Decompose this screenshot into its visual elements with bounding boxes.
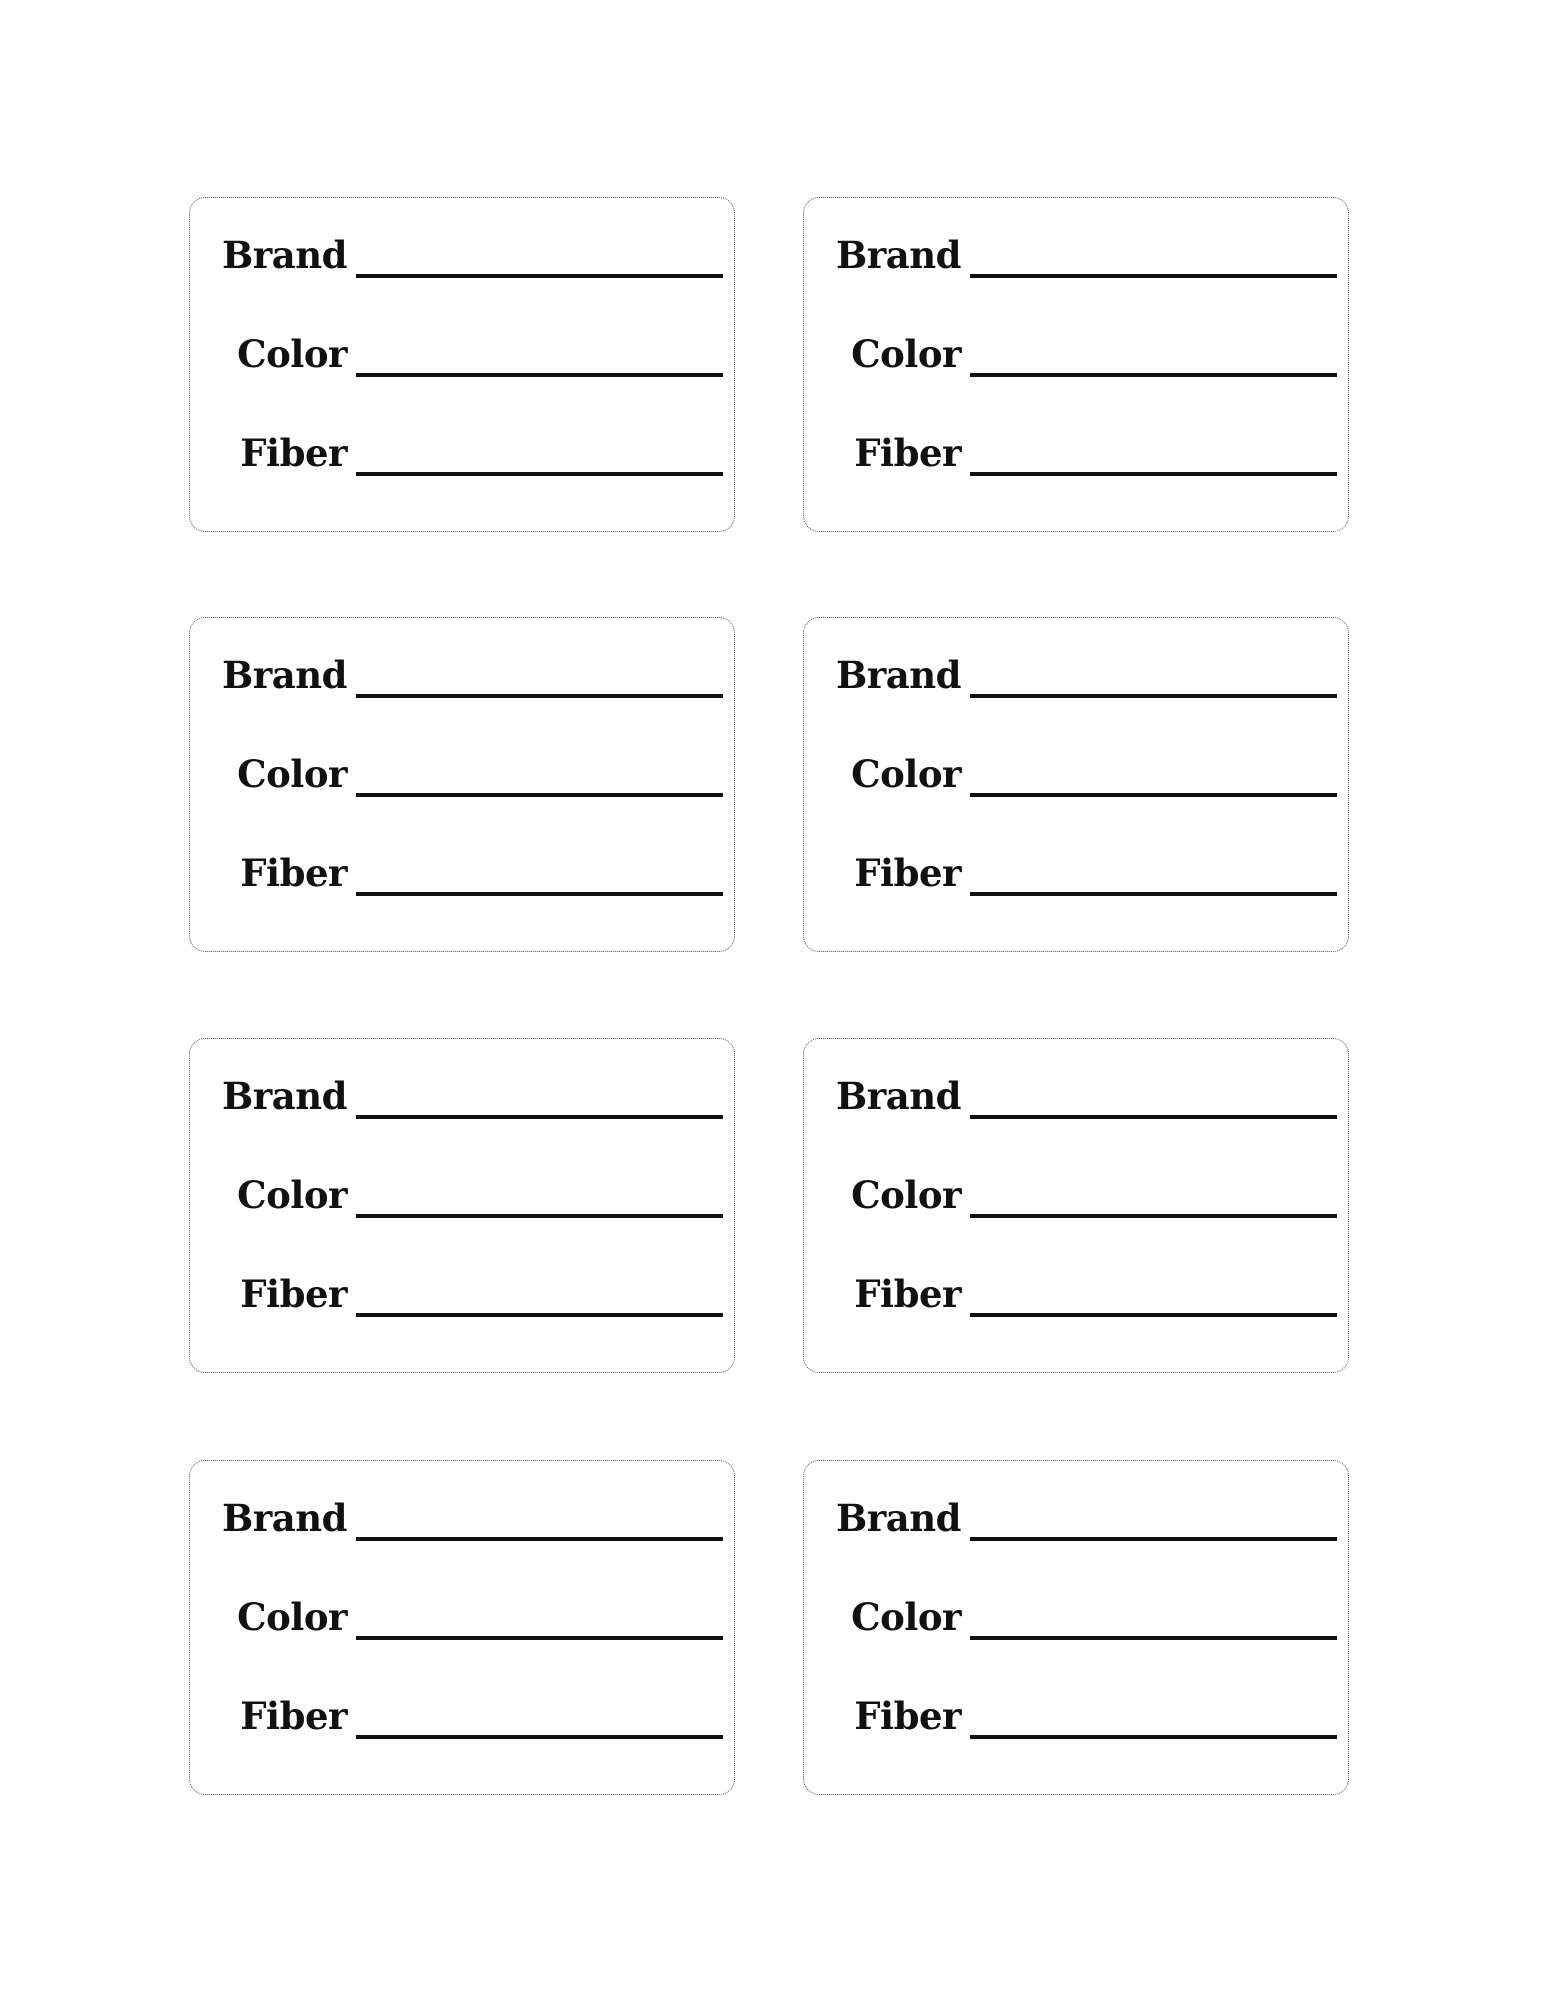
- fiber-field: [804, 1257, 1348, 1317]
- fiber-field: [190, 1257, 734, 1317]
- brand-label: Brand: [221, 653, 347, 697]
- yarn-label-card: [803, 1038, 1349, 1373]
- fiber-field: [190, 416, 734, 476]
- brand-blank-line[interactable]: [970, 1537, 1337, 1541]
- color-field: [190, 317, 734, 377]
- fiber-field: [804, 416, 1348, 476]
- color-label: Color: [851, 1173, 961, 1217]
- color-blank-line[interactable]: [356, 373, 723, 377]
- color-label: Color: [237, 1595, 347, 1639]
- fiber-label: Fiber: [240, 431, 347, 475]
- color-label: Color: [237, 752, 347, 796]
- color-blank-line[interactable]: [970, 793, 1337, 797]
- yarn-label-card: [803, 617, 1349, 952]
- fiber-blank-line[interactable]: [356, 472, 723, 476]
- color-blank-line[interactable]: [970, 1214, 1337, 1218]
- fiber-label: Fiber: [854, 431, 961, 475]
- color-field: [190, 737, 734, 797]
- brand-field: [190, 1481, 734, 1541]
- brand-field: [804, 1481, 1348, 1541]
- yarn-label-card: [189, 197, 735, 532]
- brand-label: Brand: [835, 1496, 961, 1540]
- color-field: [804, 737, 1348, 797]
- color-field: [190, 1580, 734, 1640]
- brand-field: [804, 638, 1348, 698]
- brand-label: Brand: [835, 653, 961, 697]
- brand-label: Brand: [221, 233, 347, 277]
- color-label: Color: [237, 332, 347, 376]
- brand-blank-line[interactable]: [356, 274, 723, 278]
- color-blank-line[interactable]: [356, 1636, 723, 1640]
- fiber-label: Fiber: [240, 851, 347, 895]
- yarn-label-card: [803, 197, 1349, 532]
- fiber-field: [804, 836, 1348, 896]
- brand-blank-line[interactable]: [356, 1537, 723, 1541]
- yarn-label-card: [803, 1460, 1349, 1795]
- color-label: Color: [851, 332, 961, 376]
- fiber-blank-line[interactable]: [356, 892, 723, 896]
- fiber-blank-line[interactable]: [970, 892, 1337, 896]
- fiber-blank-line[interactable]: [356, 1735, 723, 1739]
- fiber-label: Fiber: [854, 851, 961, 895]
- brand-field: [190, 1059, 734, 1119]
- color-blank-line[interactable]: [970, 1636, 1337, 1640]
- brand-label: Brand: [835, 233, 961, 277]
- fiber-field: [190, 1679, 734, 1739]
- brand-blank-line[interactable]: [356, 694, 723, 698]
- color-field: [190, 1158, 734, 1218]
- brand-blank-line[interactable]: [970, 694, 1337, 698]
- brand-field: [190, 638, 734, 698]
- color-field: [804, 317, 1348, 377]
- fiber-blank-line[interactable]: [970, 1735, 1337, 1739]
- brand-field: [190, 218, 734, 278]
- brand-field: [804, 218, 1348, 278]
- fiber-blank-line[interactable]: [970, 472, 1337, 476]
- color-label: Color: [237, 1173, 347, 1217]
- fiber-blank-line[interactable]: [356, 1313, 723, 1317]
- brand-blank-line[interactable]: [356, 1115, 723, 1119]
- yarn-label-card: [189, 617, 735, 952]
- brand-field: [804, 1059, 1348, 1119]
- brand-label: Brand: [221, 1496, 347, 1540]
- yarn-label-card: [189, 1038, 735, 1373]
- brand-blank-line[interactable]: [970, 274, 1337, 278]
- fiber-label: Fiber: [854, 1694, 961, 1738]
- color-blank-line[interactable]: [356, 1214, 723, 1218]
- fiber-label: Fiber: [854, 1272, 961, 1316]
- brand-blank-line[interactable]: [970, 1115, 1337, 1119]
- fiber-label: Fiber: [240, 1272, 347, 1316]
- color-label: Color: [851, 752, 961, 796]
- yarn-label-card: [189, 1460, 735, 1795]
- color-label: Color: [851, 1595, 961, 1639]
- brand-label: Brand: [221, 1074, 347, 1118]
- color-field: [804, 1580, 1348, 1640]
- fiber-blank-line[interactable]: [970, 1313, 1337, 1317]
- fiber-field: [804, 1679, 1348, 1739]
- fiber-field: [190, 836, 734, 896]
- color-blank-line[interactable]: [970, 373, 1337, 377]
- brand-label: Brand: [835, 1074, 961, 1118]
- color-blank-line[interactable]: [356, 793, 723, 797]
- color-field: [804, 1158, 1348, 1218]
- fiber-label: Fiber: [240, 1694, 347, 1738]
